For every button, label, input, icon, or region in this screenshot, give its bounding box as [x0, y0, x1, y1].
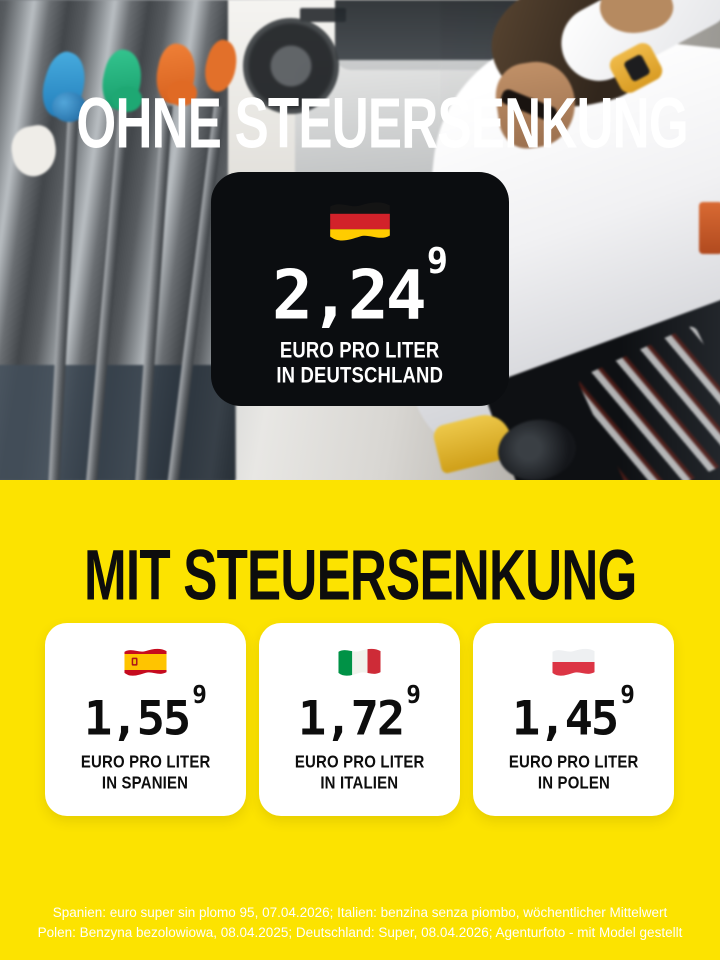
- source-footnote-line2: Polen: Benzyna bezolowiowa, 08.04.2025; Deutschland: Super, 08.04.2026; Agenturfoto - mit Model gestellt: [37, 925, 683, 940]
- headline-with-tax-cut: [0, 534, 720, 616]
- germany-price-label: [265, 338, 454, 388]
- flag-poland-icon: [550, 646, 597, 678]
- source-footnote: [0, 903, 720, 943]
- poland-price-superscript: 9: [620, 679, 635, 709]
- flag-spain-icon: [122, 646, 169, 678]
- spain-label-line2: IN SPANIEN: [102, 772, 189, 793]
- italy-price-card: [259, 623, 460, 816]
- poland-label-line2: IN POLEN: [537, 772, 610, 793]
- germany-price-superscript: 9: [426, 241, 449, 283]
- headline-without-tax-cut: [0, 82, 720, 164]
- germany-price-value: 2,24: [271, 256, 424, 336]
- spain-price: [84, 679, 207, 747]
- headline-without-tax-cut-text: OHNE STEUERSENKUNG: [76, 82, 688, 164]
- photo-foreground-blur: [0, 365, 235, 480]
- poland-price-value: 1,45: [512, 691, 618, 747]
- italy-price-value: 1,72: [298, 691, 404, 747]
- spain-price-value: 1,55: [84, 691, 190, 747]
- italy-price: [298, 679, 421, 747]
- poland-price-label: [500, 751, 647, 793]
- flag-italy-icon: [336, 646, 383, 678]
- poland-label-line1: EURO PRO LITER: [508, 751, 639, 772]
- poland-price: [512, 679, 635, 747]
- italy-price-superscript: 9: [406, 679, 421, 709]
- flag-germany-icon: [327, 198, 393, 244]
- germany-label-line2: IN DEUTSCHLAND: [276, 363, 444, 388]
- germany-price-card: [211, 172, 509, 406]
- italy-price-label: [286, 751, 433, 793]
- poland-price-card: [473, 623, 674, 816]
- headline-with-tax-cut-text: MIT STEUERSENKUNG: [83, 534, 637, 616]
- source-footnote-line1: Spanien: euro super sin plomo 95, 07.04.2026; Italien: benzina senza piombo, wöchentlicher Mittelwert: [52, 905, 668, 920]
- photo-orange-post: [699, 202, 720, 254]
- italy-label-line2: IN ITALIEN: [320, 772, 399, 793]
- germany-price: [271, 241, 449, 336]
- italy-label-line1: EURO PRO LITER: [294, 751, 425, 772]
- germany-label-line1: EURO PRO LITER: [280, 338, 440, 363]
- spain-price-label: [72, 751, 219, 793]
- spain-label-line1: EURO PRO LITER: [80, 751, 211, 772]
- spain-price-card: [45, 623, 246, 816]
- spain-price-superscript: 9: [192, 679, 207, 709]
- country-cards-row: [45, 623, 675, 816]
